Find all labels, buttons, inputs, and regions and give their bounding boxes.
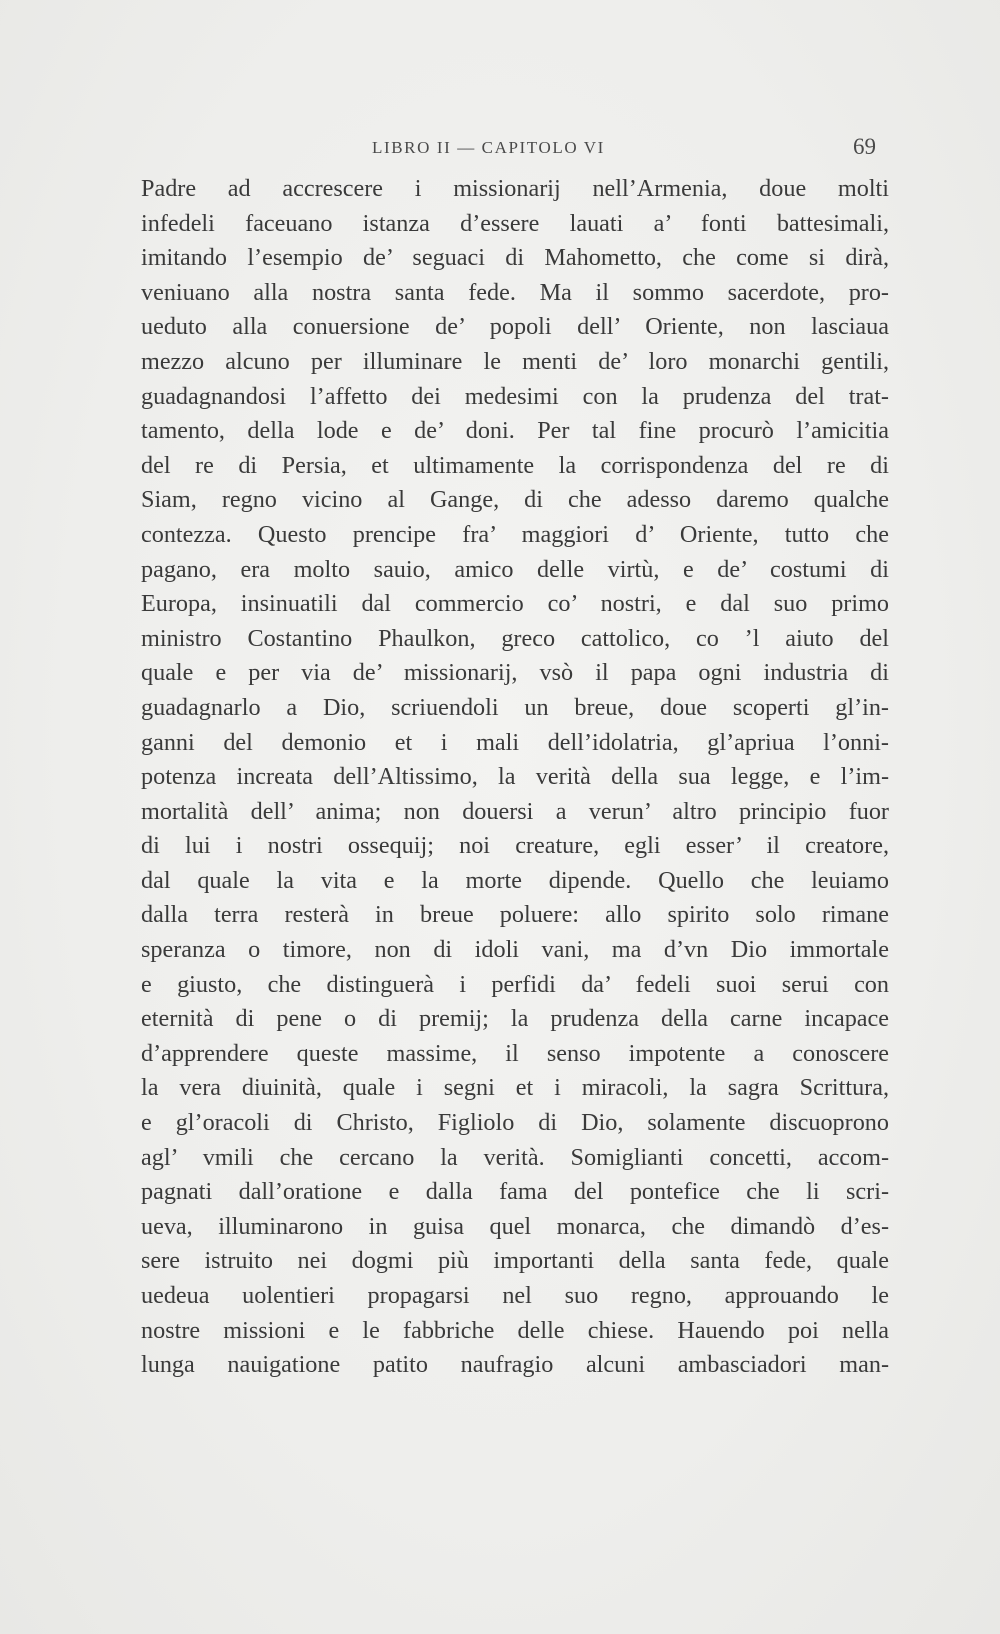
text-line: imitando l’esempio de’ seguaci di Mahometto, che come si dirà, xyxy=(141,244,889,272)
text-line: sere istruito nei dogmi più importanti della santa fede, quale xyxy=(141,1247,889,1275)
text-line: Padre ad accrescere i missionarij nell’Armenia, doue molti xyxy=(141,175,889,202)
text-line: Siam, regno vicino al Gange, di che adesso daremo qualche xyxy=(141,486,889,514)
text-line: speranza o timore, non di idoli vani, ma d’vn Dio immortale xyxy=(141,936,889,964)
text-line: pagnati dall’oratione e dalla fama del pontefice che li scri- xyxy=(141,1178,889,1206)
text-line: guadagnandosi l’affetto dei medesimi con la prudenza del trat- xyxy=(141,382,889,410)
text-line: contezza. Questo prencipe fra’ maggiori d’ Oriente, tutto che xyxy=(141,520,889,548)
text-line: pagano, era molto sauio, amico delle virtù, e de’ costumi di xyxy=(141,555,889,583)
text-line: ganni del demonio et i mali dell’idolatria, gl’apriua l’onni- xyxy=(141,728,889,756)
text-line: e gl’oracoli di Christo, Figliolo di Dio, solamente discuoprono xyxy=(141,1109,889,1137)
text-line: infedeli faceuano istanza d’essere lauati a’ fonti battesimali, xyxy=(141,209,889,237)
text-line: dal quale la vita e la morte dipende. Quello che leuiamo xyxy=(141,866,889,894)
text-line: ministro Costantino Phaulkon, greco cattolico, co ’l aiuto del xyxy=(141,624,889,652)
text-line: tamento, della lode e de’ doni. Per tal fine procurò l’amicitia xyxy=(141,417,889,445)
text-line: d’apprendere queste massime, il senso impotente a conoscere xyxy=(141,1039,889,1067)
running-title: LIBRO II — CAPITOLO VI xyxy=(372,138,605,157)
text-line: e giusto, che distinguerà i perfidi da’ fedeli suoi serui con xyxy=(141,970,889,998)
text-line: quale e per via de’ missionarij, vsò il papa ogni industria di xyxy=(141,659,889,687)
body-text xyxy=(141,172,889,1383)
text-line: di lui i nostri ossequij; noi creature, egli esser’ il creatore, xyxy=(141,832,889,860)
page-number: 69 xyxy=(853,134,876,159)
text-line: ueva, illuminarono in guisa quel monarca, che dimandò d’es- xyxy=(141,1212,889,1240)
text-line: mortalità dell’ anima; non douersi a verun’ altro principio fuor xyxy=(141,797,889,825)
text-line: uedeua uolentieri propagarsi nel suo regno, approuando le xyxy=(141,1282,889,1309)
text-line: del re di Persia, et ultimamente la corrispondenza del re di xyxy=(141,451,889,479)
text-line: eternità di pene o di premij; la prudenza della carne incapace xyxy=(141,1005,889,1033)
text-line: ueduto alla conuersione de’ popoli dell’ Oriente, non lasciaua xyxy=(141,313,889,341)
text-line: nostre missioni e le fabbriche delle chiese. Hauendo poi nella xyxy=(141,1316,889,1344)
text-line: potenza increata dell’Altissimo, la verità della sua legge, e l’im- xyxy=(141,763,889,791)
text-line: Europa, insinuatili dal commercio co’ nostri, e dal suo primo xyxy=(141,590,889,618)
text-line: la vera diuinità, quale i segni et i miracoli, la sagra Scrittura, xyxy=(141,1074,889,1102)
text-line: guadagnarlo a Dio, scriuendoli un breue, doue scoperti gl’in- xyxy=(141,693,889,721)
running-head xyxy=(142,134,876,168)
text-line: veniuano alla nostra santa fede. Ma il sommo sacerdote, pro- xyxy=(141,278,889,306)
text-line: dalla terra resterà in breue poluere: allo spirito solo rimane xyxy=(141,901,889,929)
text-line: mezzo alcuno per illuminare le menti de’ loro monarchi gentili, xyxy=(141,347,889,375)
text-line: agl’ vmili che cercano la verità. Somiglianti concetti, accom- xyxy=(141,1143,889,1171)
text-line: lunga nauigatione patito naufragio alcuni ambasciadori man- xyxy=(141,1351,889,1379)
